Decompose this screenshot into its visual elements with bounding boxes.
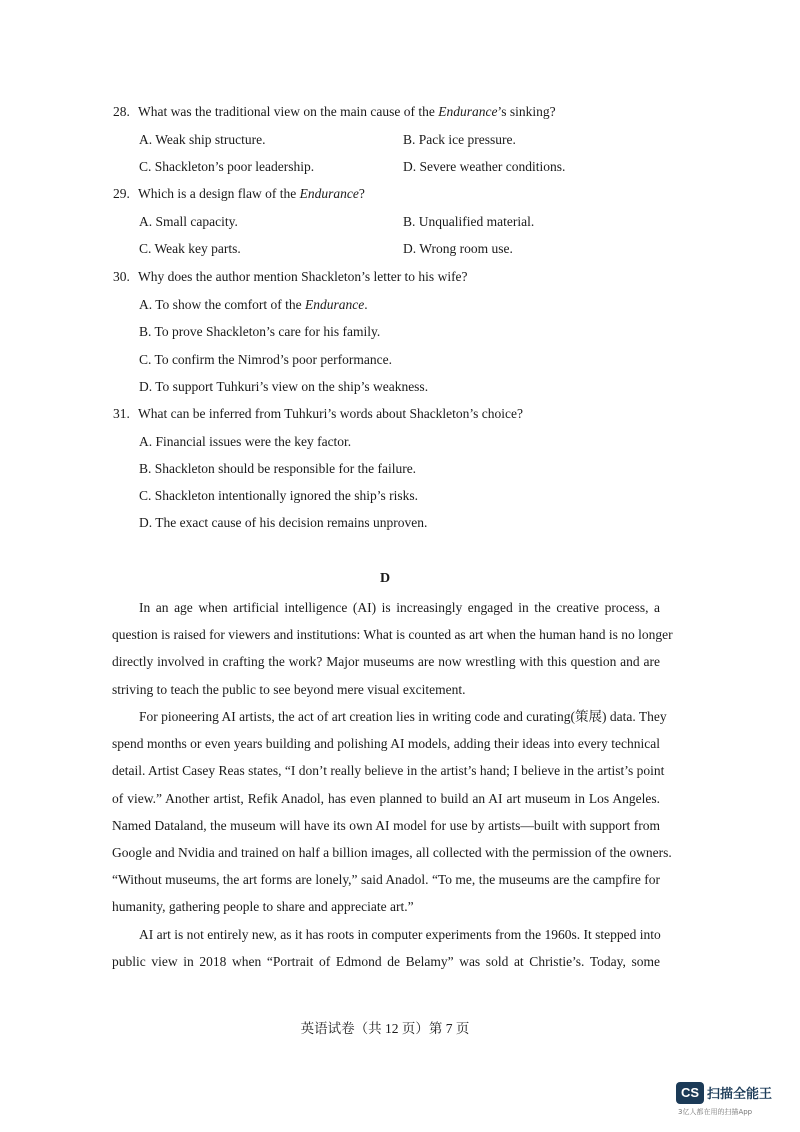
passage-line: spend months or even years building and polishing AI models, adding their ideas into every technical [112, 736, 660, 752]
passage-line: striving to teach the public to see beyond mere visual excitement. [112, 681, 466, 697]
q29-option-a[interactable]: A. Small capacity. [139, 214, 238, 229]
q28-option-d[interactable]: D. Severe weather conditions. [403, 159, 566, 174]
passage-line: humanity, gathering people to share and appreciate art.” [112, 899, 414, 915]
q31-option-b[interactable]: B. Shackleton should be responsible for the failure. [139, 461, 417, 476]
passage-line: AI art is not entirely new, as it has roots in computer experiments from the 1960s. It stepped into [139, 927, 661, 942]
passage-line: For pioneering AI artists, the act of art creation lies in writing code and curating(策展) data. They [139, 709, 667, 724]
passage-line: directly involved in crafting the work? Major museums are now wrestling with this question and are [112, 654, 660, 670]
q28-option-a[interactable]: A. Weak ship structure. [139, 132, 266, 147]
q30-option-a[interactable]: A. To show the comfort of the Endurance. [139, 297, 368, 312]
page-footer: 英语试卷（共 12 页）第 7 页 [300, 1021, 470, 1036]
passage-line: Google and Nvidia and trained on half a billion images, all collected with the permission of the owners. [112, 845, 672, 861]
camscanner-logo-icon: CS [676, 1082, 704, 1104]
q30-option-d[interactable]: D. To support Tuhkuri’s view on the ship’s weakness. [139, 379, 429, 394]
passage-line: detail. Artist Casey Reas states, “I don’t really believe in the artist’s hand; I believe in the artist’s point [112, 763, 665, 779]
question-28-stem: 28. What was the traditional view on the main cause of the Endurance’s sinking? [113, 104, 556, 119]
passage-line: of view.” Another artist, Refik Anadol, has even planned to build an AI art museum in Los Angeles. [112, 790, 660, 806]
question-29-stem: 29. Which is a design flaw of the Endurance? [113, 186, 365, 201]
passage-paragraph-1 [112, 594, 673, 703]
passage-line: Named Dataland, the museum will have its own AI model for use by artists—built with support from [112, 817, 660, 833]
passage-line: In an age when artificial intelligence (AI) is increasingly engaged in the creative process, a [139, 600, 660, 615]
passage-paragraph-2 [112, 703, 672, 921]
scanner-app-name: 扫描全能王 [707, 1087, 773, 1102]
q31-option-a[interactable]: A. Financial issues were the key factor. [139, 434, 352, 449]
passage-line: public view in 2018 when “Portrait of Edmond de Belamy” was sold at Christie’s. Today, some [112, 954, 660, 970]
q31-option-c[interactable]: C. Shackleton intentionally ignored the ship’s risks. [139, 488, 418, 503]
passage-line: “Without museums, the art forms are lonely,” said Anadol. “To me, the museums are the campfire for [112, 872, 660, 888]
q29-option-b[interactable]: B. Unqualified material. [403, 214, 535, 229]
q28-option-c[interactable]: C. Shackleton’s poor leadership. [139, 159, 315, 174]
question-31-stem: 31. What can be inferred from Tuhkuri’s words about Shackleton’s choice? [113, 406, 524, 421]
scanner-tagline: 3亿人都在用的扫描App [678, 1108, 753, 1116]
q30-option-c[interactable]: C. To confirm the Nimrod’s poor performance. [139, 352, 392, 367]
section-heading: D [379, 571, 391, 586]
q31-option-d[interactable]: D. The exact cause of his decision remains unproven. [139, 515, 428, 530]
q28-option-b[interactable]: B. Pack ice pressure. [403, 132, 516, 147]
q30-option-b[interactable]: B. To prove Shackleton’s care for his family. [139, 324, 381, 339]
passage-paragraph-3 [112, 921, 660, 975]
passage-line: question is raised for viewers and institutions: What is counted as art when the human hand is no longer [112, 627, 673, 643]
question-30-stem: 30. Why does the author mention Shackleton’s letter to his wife? [113, 269, 468, 284]
q29-option-d[interactable]: D. Wrong room use. [403, 241, 513, 256]
q29-option-c[interactable]: C. Weak key parts. [139, 241, 241, 256]
